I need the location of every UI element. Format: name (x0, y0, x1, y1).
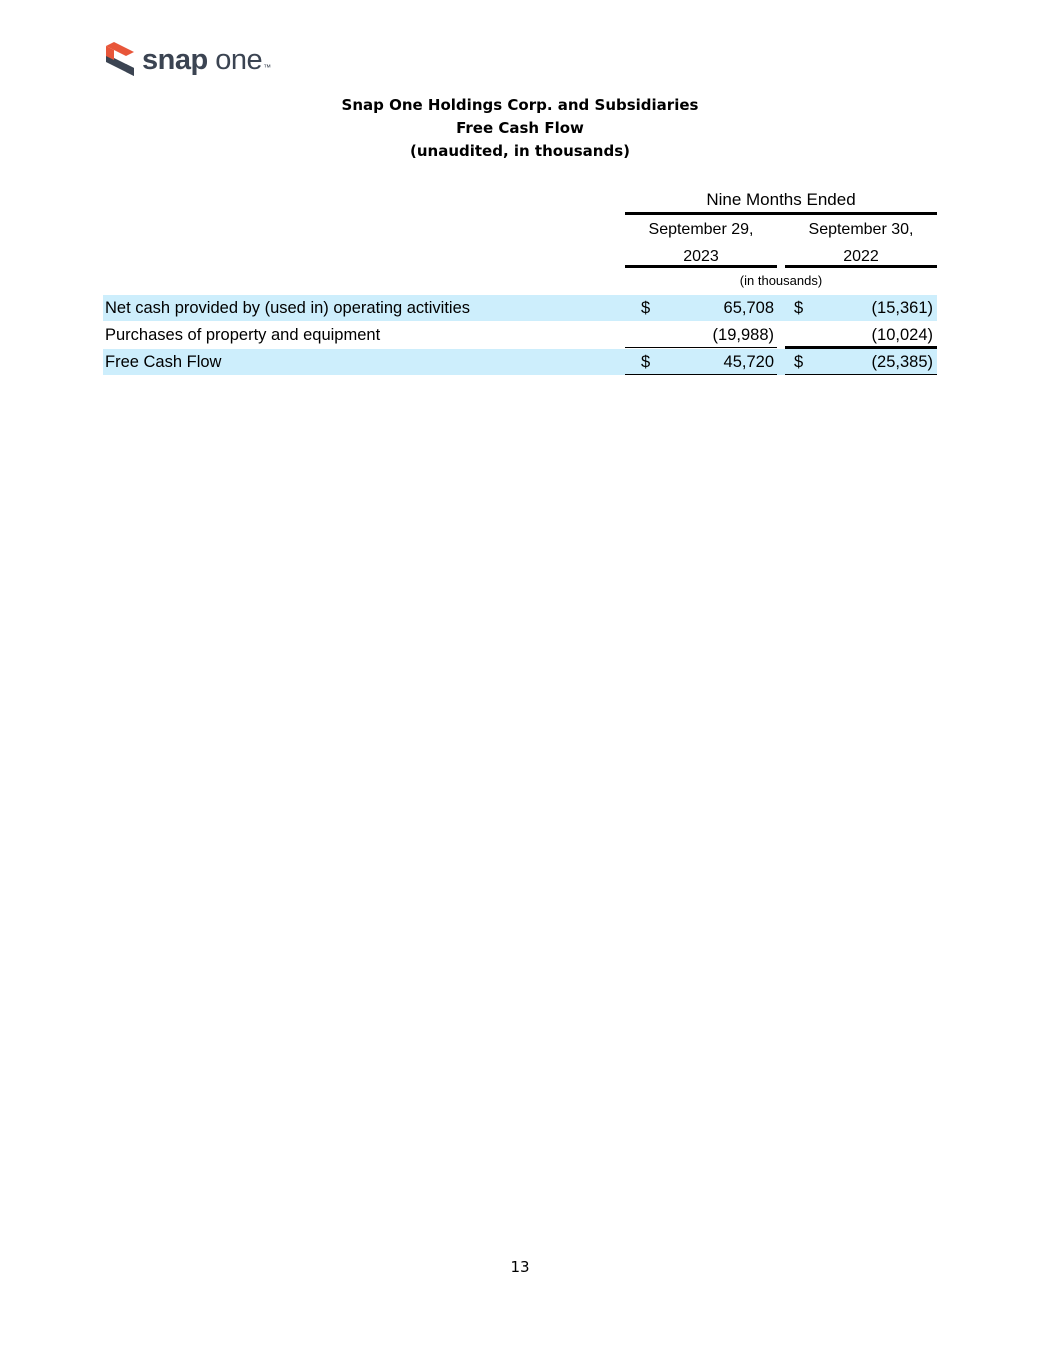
table-row-free-cash-flow (103, 349, 937, 375)
currency-symbol: $ (794, 299, 804, 317)
table-row-operating-activities (103, 295, 937, 321)
subtotal-rule (625, 347, 777, 348)
statement-title: Free Cash Flow (456, 119, 584, 137)
statement-note: (unaudited, in thousands) (409, 142, 631, 160)
logo-wordmark: snap one™ (142, 44, 271, 76)
page-number: 13 (510, 1258, 530, 1276)
currency-symbol: $ (641, 299, 651, 317)
total-rule (785, 374, 937, 375)
value-2022: (10,024) (871, 326, 933, 344)
value-2023: 65,708 (723, 299, 774, 317)
value-2022: (15,361) (871, 299, 933, 317)
column-header-2023: September 29, 2023 (648, 221, 754, 265)
document-title-block (0, 94, 1040, 163)
value-2023: 45,720 (723, 353, 774, 371)
table-row-purchases (103, 322, 937, 348)
currency-symbol: $ (794, 353, 804, 371)
company-title: Snap One Holdings Corp. and Subsidiaries (341, 96, 699, 114)
column-header-rule (785, 265, 937, 268)
total-rule (625, 374, 777, 375)
company-logo (104, 42, 271, 78)
row-label: Net cash provided by (used in) operating activities (105, 299, 471, 317)
row-label: Purchases of property and equipment (105, 326, 381, 344)
snap-one-logo-icon (104, 42, 136, 78)
value-2022: (25,385) (871, 353, 933, 371)
currency-symbol: $ (641, 353, 651, 371)
value-2023: (19,988) (712, 326, 774, 344)
column-header-rule (625, 265, 777, 268)
period-header: Nine Months Ended (625, 188, 937, 215)
units-label: (in thousands) (739, 273, 823, 288)
column-header-2022: September 30, 2022 (808, 221, 914, 265)
row-label: Free Cash Flow (105, 353, 222, 371)
